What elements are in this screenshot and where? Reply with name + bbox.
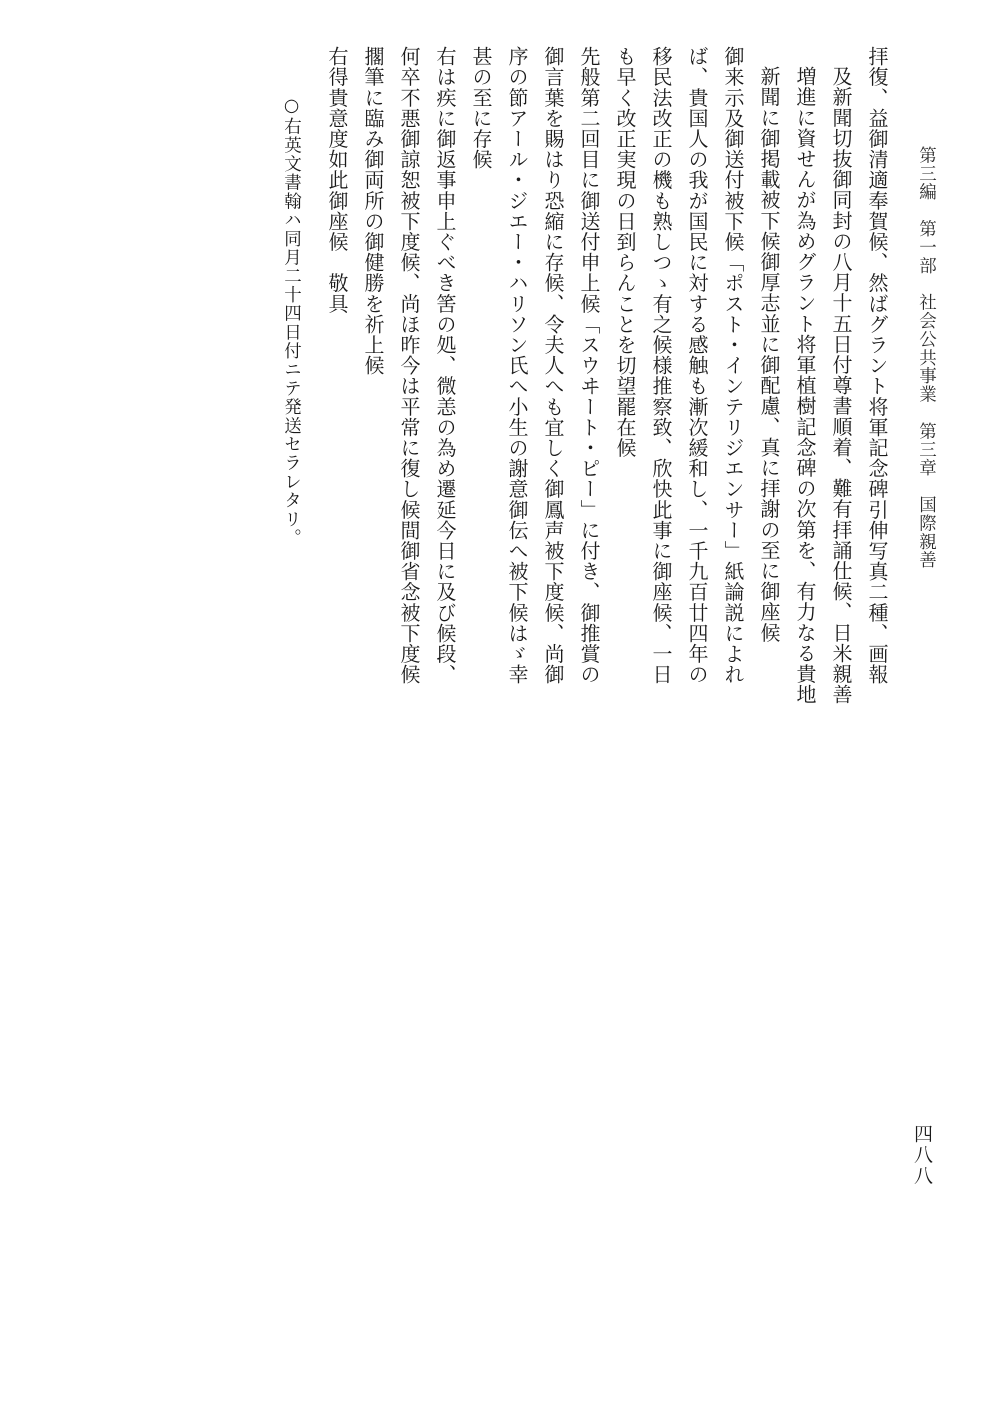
- letter-line: 擱筆に臨み御両所の御健勝を祈上候: [361, 46, 385, 376]
- letter-line: 及新聞切抜御同封の八月十五日付尊書順着、難有拝誦仕候、日米親善: [829, 66, 853, 705]
- letter-line: 何卒不悪御諒恕被下度候、尚ほ昨今は平常に復し候間御省念被下度候: [397, 46, 421, 685]
- letter-line: 移民法改正の機も熟しつゝ有之候様推察致、欣快此事に御座候、一日: [649, 46, 673, 685]
- letter-line: 御来示及御送付被下候「ポスト・インテリジエンサー」紙論説によれ: [721, 46, 745, 685]
- page-number: 四八八: [911, 1124, 933, 1187]
- letter-line: 右は疾に御返事申上ぐべき筈の処、微恙の為め遷延今日に及び候段、: [433, 46, 457, 685]
- letter-line: 拝復、益御清適奉賀候、然ばグラント将軍記念碑引伸写真二種、画報: [865, 46, 889, 685]
- letter-line: も早く改正実現の日到らんことを切望罷在候: [613, 46, 637, 458]
- letter-line: ば、貴国人の我が国民に対する感触も漸次緩和し、一千九百廿四年の: [685, 46, 709, 685]
- letter-line: 増進に資せんが為めグラント将軍植樹記念碑の次第を、有力なる貴地: [793, 66, 817, 705]
- letter-line: 序の節アール・ジエー・ハリソン氏へ小生の謝意御伝へ被下候はゞ幸: [505, 46, 529, 685]
- letter-line: 先般第二回目に御送付申上候「スウヰート・ピー」に付き、御推賞の: [577, 46, 601, 685]
- running-head: 第三編 第一部 社会公共事業 第三章 国際親善: [916, 146, 937, 570]
- letter-line: 右得貴意度如此御座候 敬具: [325, 46, 349, 314]
- letter-line: 甚の至に存候: [469, 46, 493, 170]
- transmittal-note: ○右英文書翰ハ同月二十四日付ニテ発送セラレタリ。: [281, 96, 302, 548]
- letter-line: 御言葉を賜はり恐縮に存候、令夫人へも宜しく御鳳声被下度候、尚御: [541, 46, 565, 685]
- letter-line: 新聞に御掲載被下候御厚志並に御配慮、真に拝謝の至に御座候: [757, 66, 781, 643]
